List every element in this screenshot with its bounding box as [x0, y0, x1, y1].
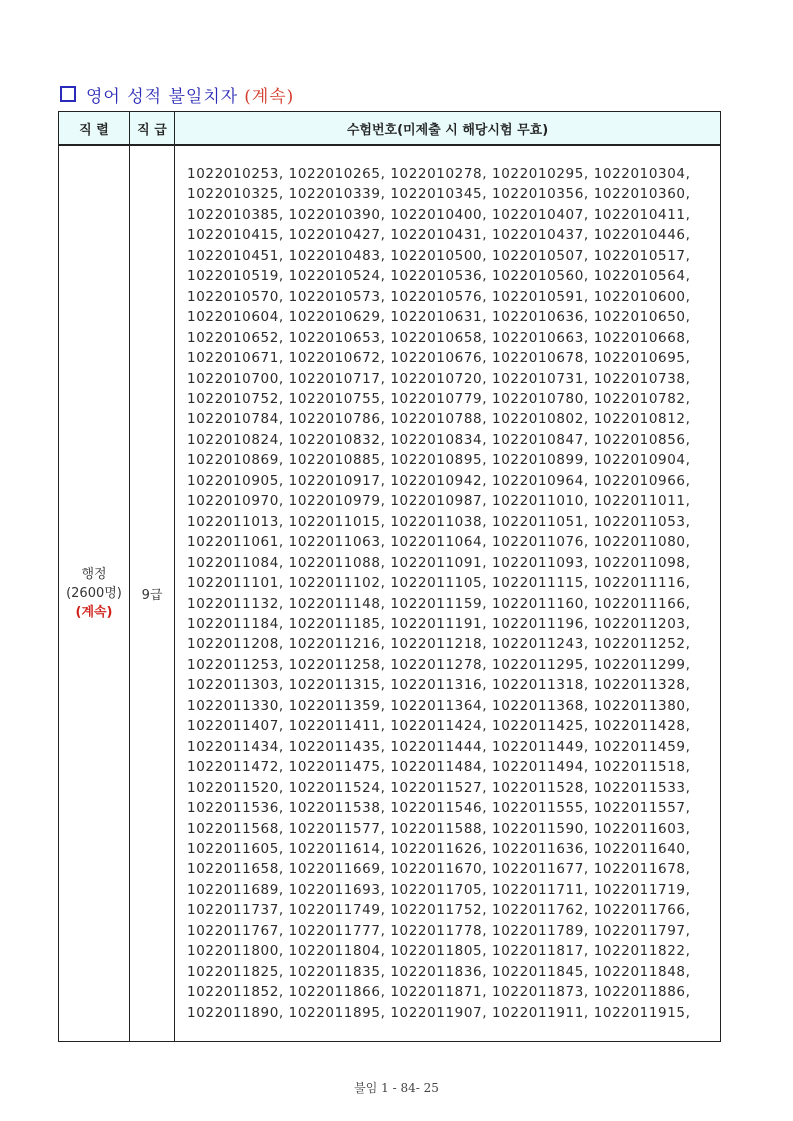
- checkbox-icon: [60, 86, 76, 102]
- exam-number-line: 1022011800, 1022011804, 1022011805, 1022011817, 1022011822,: [187, 943, 691, 960]
- exam-number-line: 1022010519, 1022010524, 1022010536, 1022010560, 1022010564,: [187, 268, 691, 285]
- exam-number-line: 1022011472, 1022011475, 1022011484, 1022011494, 1022011518,: [187, 759, 691, 776]
- exam-number-line: 1022011568, 1022011577, 1022011588, 1022011590, 1022011603,: [187, 820, 691, 837]
- exam-number-line: 1022011061, 1022011063, 1022011064, 1022011076, 1022011080,: [187, 534, 691, 551]
- score-mismatch-table: [58, 111, 721, 1042]
- exam-number-line: 1022011253, 1022011258, 1022011278, 1022011295, 1022011299,: [187, 656, 691, 673]
- exam-number-line: 1022011407, 1022011411, 1022011424, 1022011425, 1022011428,: [187, 718, 691, 735]
- exam-number-line: 1022010652, 1022010653, 1022010658, 1022010663, 1022010668,: [187, 329, 691, 346]
- exam-number-line: 1022011208, 1022011216, 1022011218, 1022011243, 1022011252,: [187, 636, 691, 653]
- exam-number-line: 1022011852, 1022011866, 1022011871, 1022011873, 1022011886,: [187, 984, 691, 1001]
- exam-number-line: 1022010784, 1022010786, 1022010788, 1022010802, 1022010812,: [187, 411, 691, 428]
- exam-number-line: 1022010970, 1022010979, 1022010987, 1022011010, 1022011011,: [187, 493, 691, 510]
- exam-numbers-cell: [175, 145, 721, 1042]
- exam-number-line: 1022011825, 1022011835, 1022011836, 1022011845, 1022011848,: [187, 963, 691, 980]
- exam-number-line: 1022010671, 1022010672, 1022010676, 1022010678, 1022010695,: [187, 350, 691, 367]
- exam-number-line: 1022010253, 1022010265, 1022010278, 1022010295, 1022010304,: [187, 166, 691, 182]
- exam-number-line: 1022011330, 1022011359, 1022011364, 1022011368, 1022011380,: [187, 697, 691, 714]
- jikryul-continued: (계속): [75, 605, 113, 620]
- exam-number-line: 1022011520, 1022011524, 1022011527, 1022011528, 1022011533,: [187, 779, 691, 796]
- exam-number-line: 1022011434, 1022011435, 1022011444, 1022011449, 1022011459,: [187, 738, 691, 755]
- section-title: [60, 83, 294, 105]
- exam-number-line: 1022010385, 1022010390, 1022010400, 1022010407, 1022010411,: [187, 206, 691, 223]
- exam-number-line: 1022010604, 1022010629, 1022010631, 1022010636, 1022010650,: [187, 309, 691, 326]
- title-continued: (계속): [244, 86, 295, 107]
- exam-number-line: 1022011536, 1022011538, 1022011546, 1022011555, 1022011557,: [187, 800, 691, 817]
- exam-number-line: 1022010325, 1022010339, 1022010345, 1022010356, 1022010360,: [187, 186, 691, 203]
- exam-number-line: 1022011737, 1022011749, 1022011752, 1022011762, 1022011766,: [187, 902, 691, 919]
- exam-number-line: 1022010415, 1022010427, 1022010431, 1022010437, 1022010446,: [187, 227, 691, 244]
- exam-number-line: 1022010700, 1022010717, 1022010720, 1022010731, 1022010738,: [187, 370, 691, 387]
- jikryul-name: 행정: [81, 567, 107, 582]
- exam-number-line: 1022010869, 1022010885, 1022010895, 1022010899, 1022010904,: [187, 452, 691, 469]
- header-exam-numbers: 수험번호(미제출 시 해당시험 무효): [175, 112, 721, 146]
- exam-number-line: 1022010570, 1022010573, 1022010576, 1022010591, 1022010600,: [187, 288, 691, 305]
- exam-number-line: 1022011605, 1022011614, 1022011626, 1022011636, 1022011640,: [187, 840, 691, 857]
- exam-number-line: 1022011101, 1022011102, 1022011105, 1022011115, 1022011116,: [187, 575, 691, 592]
- jikryul-cell: [59, 145, 130, 1042]
- title-text: 영어 성적 불일치자: [86, 86, 239, 107]
- exam-number-line: 1022011689, 1022011693, 1022011705, 1022011711, 1022011719,: [187, 881, 691, 898]
- exam-number-line: 1022011013, 1022011015, 1022011038, 1022011051, 1022011053,: [187, 513, 691, 530]
- exam-number-line: 1022011184, 1022011185, 1022011191, 1022011196, 1022011203,: [187, 615, 691, 632]
- header-jikryul: 직 렬: [59, 112, 130, 146]
- table-header-row: [59, 112, 721, 146]
- exam-number-line: 1022011303, 1022011315, 1022011316, 1022011318, 1022011328,: [187, 677, 691, 694]
- exam-number-line: 1022011084, 1022011088, 1022011091, 1022011093, 1022011098,: [187, 554, 691, 571]
- header-jikgeup: 직 급: [130, 112, 175, 146]
- table-row: [59, 145, 721, 1042]
- jikryul-count: (2600명): [66, 586, 122, 601]
- exam-number-line: 1022010752, 1022010755, 1022010779, 1022010780, 1022010782,: [187, 390, 691, 407]
- exam-number-line: 1022011658, 1022011669, 1022011670, 1022011677, 1022011678,: [187, 861, 691, 878]
- exam-number-line: 1022010824, 1022010832, 1022010834, 1022010847, 1022010856,: [187, 431, 691, 448]
- exam-number-line: 1022010451, 1022010483, 1022010500, 1022010507, 1022010517,: [187, 247, 691, 264]
- exam-number-line: 1022011890, 1022011895, 1022011907, 1022011911, 1022011915,: [187, 1004, 691, 1021]
- exam-number-line: 1022011767, 1022011777, 1022011778, 1022011789, 1022011797,: [187, 922, 691, 939]
- jikgeup-cell: 9급: [130, 145, 175, 1042]
- exam-number-list: [175, 146, 720, 1023]
- page-footer: 불임 1 - 84- 25: [354, 1081, 439, 1095]
- exam-number-line: 1022011132, 1022011148, 1022011159, 1022011160, 1022011166,: [187, 595, 691, 612]
- exam-number-line: 1022010905, 1022010917, 1022010942, 1022010964, 1022010966,: [187, 472, 691, 489]
